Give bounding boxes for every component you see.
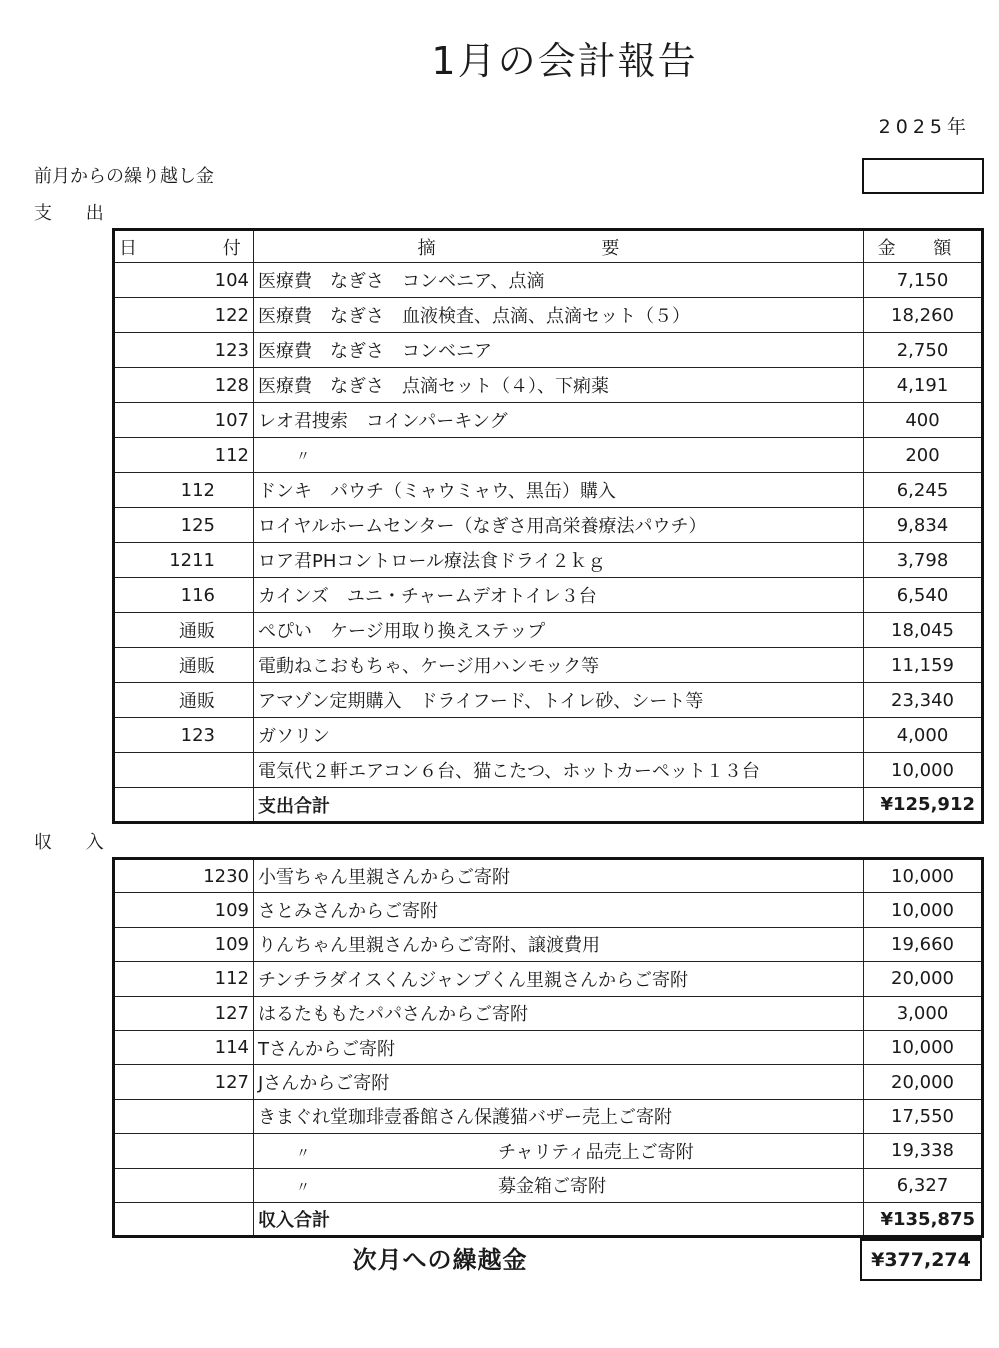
row-date: 通販 — [114, 683, 254, 718]
total-row — [114, 788, 983, 823]
row-date: 107 — [114, 403, 254, 438]
row-date: 通販 — [114, 613, 254, 648]
column-header-amount: 金 額 — [864, 230, 983, 263]
table-row — [114, 298, 983, 333]
total-date-cell — [114, 788, 254, 823]
row-date: 通販 — [114, 648, 254, 683]
table-row — [114, 1099, 983, 1133]
row-description-text: 募金箱ご寄附 — [498, 1176, 606, 1198]
table-row — [114, 718, 983, 753]
row-amount: 4,191 — [864, 368, 983, 403]
row-amount: 4,000 — [864, 718, 983, 753]
row-date — [114, 1099, 254, 1133]
row-date: 109 — [114, 927, 254, 961]
row-description: ロイヤルホームセンター（なぎさ用高栄養療法パウチ） — [254, 508, 864, 543]
total-date-cell — [114, 1202, 254, 1236]
table-row — [114, 962, 983, 996]
row-description: 電気代２軒エアコン６台、猫こたつ、ホットカーペット１３台 — [254, 753, 864, 788]
row-date: 127 — [114, 996, 254, 1030]
row-amount: 20,000 — [864, 962, 983, 996]
row-date: 123 — [114, 718, 254, 753]
row-date: 125 — [114, 508, 254, 543]
total-value: ¥125,912 — [864, 788, 983, 823]
row-description: レオ君捜索 コインパーキング — [254, 403, 864, 438]
row-amount: 7,150 — [864, 263, 983, 298]
row-description: ガソリン — [254, 718, 864, 753]
row-description-text: チャリティ品売上ご寄附 — [498, 1141, 694, 1163]
next-month-carryover-value: ¥377,274 — [860, 1238, 982, 1281]
row-description: Jさんからご寄附 — [254, 1065, 864, 1099]
row-amount: 19,338 — [864, 1134, 983, 1168]
expenses-table — [112, 228, 984, 824]
table-row — [114, 648, 983, 683]
expenses-section-label: 支 出 — [34, 203, 118, 224]
row-amount: 400 — [864, 403, 983, 438]
row-description: さとみさんからご寄附 — [254, 893, 864, 927]
row-amount: 10,000 — [864, 753, 983, 788]
row-date: 1211 — [114, 543, 254, 578]
table-row — [114, 1168, 983, 1202]
row-description: Tさんからご寄附 — [254, 1030, 864, 1064]
row-description — [254, 1134, 864, 1168]
row-date: 128 — [114, 368, 254, 403]
table-row — [114, 543, 983, 578]
row-description: ロア君PHコントロール療法食ドライ２ｋｇ — [254, 543, 864, 578]
income-section-label: 収 入 — [34, 832, 118, 853]
row-date: 114 — [114, 1030, 254, 1064]
next-month-carryover-label: 次月への繰越金 — [352, 1246, 528, 1274]
total-value: ¥135,875 — [864, 1202, 983, 1236]
row-amount: 19,660 — [864, 927, 983, 961]
table-row — [114, 578, 983, 613]
row-description: 医療費 なぎさ コンベニア — [254, 333, 864, 368]
table-row — [114, 473, 983, 508]
table-row — [114, 893, 983, 927]
row-description: きまぐれ堂珈琲壹番館さん保護猫バザー売上ご寄附 — [254, 1099, 864, 1133]
row-amount: 20,000 — [864, 1065, 983, 1099]
row-description: カインズ ユニ・チャームデオトイレ３台 — [254, 578, 864, 613]
row-date: 112 — [114, 473, 254, 508]
row-date — [114, 1168, 254, 1202]
expenses-header-row — [114, 230, 983, 263]
table-row — [114, 1030, 983, 1064]
row-amount: 10,000 — [864, 859, 983, 893]
table-row — [114, 508, 983, 543]
row-description: アマゾン定期購入 ドライフード、トイレ砂、シート等 — [254, 683, 864, 718]
page-title: 1月の会計報告 — [431, 39, 698, 83]
row-date: 123 — [114, 333, 254, 368]
row-amount: 3,798 — [864, 543, 983, 578]
ditto-mark: 〃 — [296, 1180, 310, 1197]
total-label: 支出合計 — [254, 788, 864, 823]
ditto-mark: 〃 — [296, 1145, 310, 1162]
row-description: 医療費 なぎさ 血液検査、点滴、点滴セット（５） — [254, 298, 864, 333]
row-amount: 18,260 — [864, 298, 983, 333]
row-description — [254, 1168, 864, 1202]
row-date — [114, 1134, 254, 1168]
row-amount: 23,340 — [864, 683, 983, 718]
row-date: 109 — [114, 893, 254, 927]
row-amount: 6,540 — [864, 578, 983, 613]
row-amount: 10,000 — [864, 1030, 983, 1064]
column-header-description: 摘 要 — [254, 230, 864, 263]
row-amount: 11,159 — [864, 648, 983, 683]
ditto-mark: 〃 — [296, 448, 310, 465]
row-description: 医療費 なぎさ コンベニア、点滴 — [254, 263, 864, 298]
row-date: 112 — [114, 438, 254, 473]
row-amount: 6,327 — [864, 1168, 983, 1202]
table-row — [114, 333, 983, 368]
table-row — [114, 753, 983, 788]
row-date: 112 — [114, 962, 254, 996]
row-description: ドンキ パウチ（ミャウミャウ、黒缶）購入 — [254, 473, 864, 508]
row-date: 127 — [114, 1065, 254, 1099]
row-date: 116 — [114, 578, 254, 613]
table-row — [114, 683, 983, 718]
row-amount: 200 — [864, 438, 983, 473]
row-description: 小雪ちゃん里親さんからご寄附 — [254, 859, 864, 893]
column-header-date: 日 付 — [114, 230, 254, 263]
table-row — [114, 1065, 983, 1099]
income-table — [112, 857, 984, 1238]
row-date — [114, 753, 254, 788]
report-year: 2025年 — [878, 116, 971, 138]
row-date: 122 — [114, 298, 254, 333]
row-date: 104 — [114, 263, 254, 298]
row-amount: 3,000 — [864, 996, 983, 1030]
row-description: 電動ねこおもちゃ、ケージ用ハンモック等 — [254, 648, 864, 683]
row-amount: 9,834 — [864, 508, 983, 543]
row-description: 医療費 なぎさ 点滴セット（４）、下痢薬 — [254, 368, 864, 403]
row-amount: 17,550 — [864, 1099, 983, 1133]
table-row — [114, 263, 983, 298]
table-row — [114, 927, 983, 961]
row-amount: 18,045 — [864, 613, 983, 648]
table-row — [114, 368, 983, 403]
row-description: ぺぴい ケージ用取り換えステップ — [254, 613, 864, 648]
table-row — [114, 1134, 983, 1168]
table-row — [114, 438, 983, 473]
total-row — [114, 1202, 983, 1236]
row-amount: 10,000 — [864, 893, 983, 927]
row-date: 1230 — [114, 859, 254, 893]
table-row — [114, 403, 983, 438]
row-amount: 2,750 — [864, 333, 983, 368]
row-amount: 6,245 — [864, 473, 983, 508]
table-row — [114, 996, 983, 1030]
total-label: 収入合計 — [254, 1202, 864, 1236]
row-description: チンチラダイスくんジャンプくん里親さんからご寄附 — [254, 962, 864, 996]
prev-month-carryover-box — [862, 158, 984, 194]
row-description: りんちゃん里親さんからご寄附、譲渡費用 — [254, 927, 864, 961]
table-row — [114, 859, 983, 893]
row-description: はるたももたパパさんからご寄附 — [254, 996, 864, 1030]
table-row — [114, 613, 983, 648]
row-description — [254, 438, 864, 473]
prev-month-carryover-label: 前月からの繰り越し金 — [34, 166, 214, 187]
